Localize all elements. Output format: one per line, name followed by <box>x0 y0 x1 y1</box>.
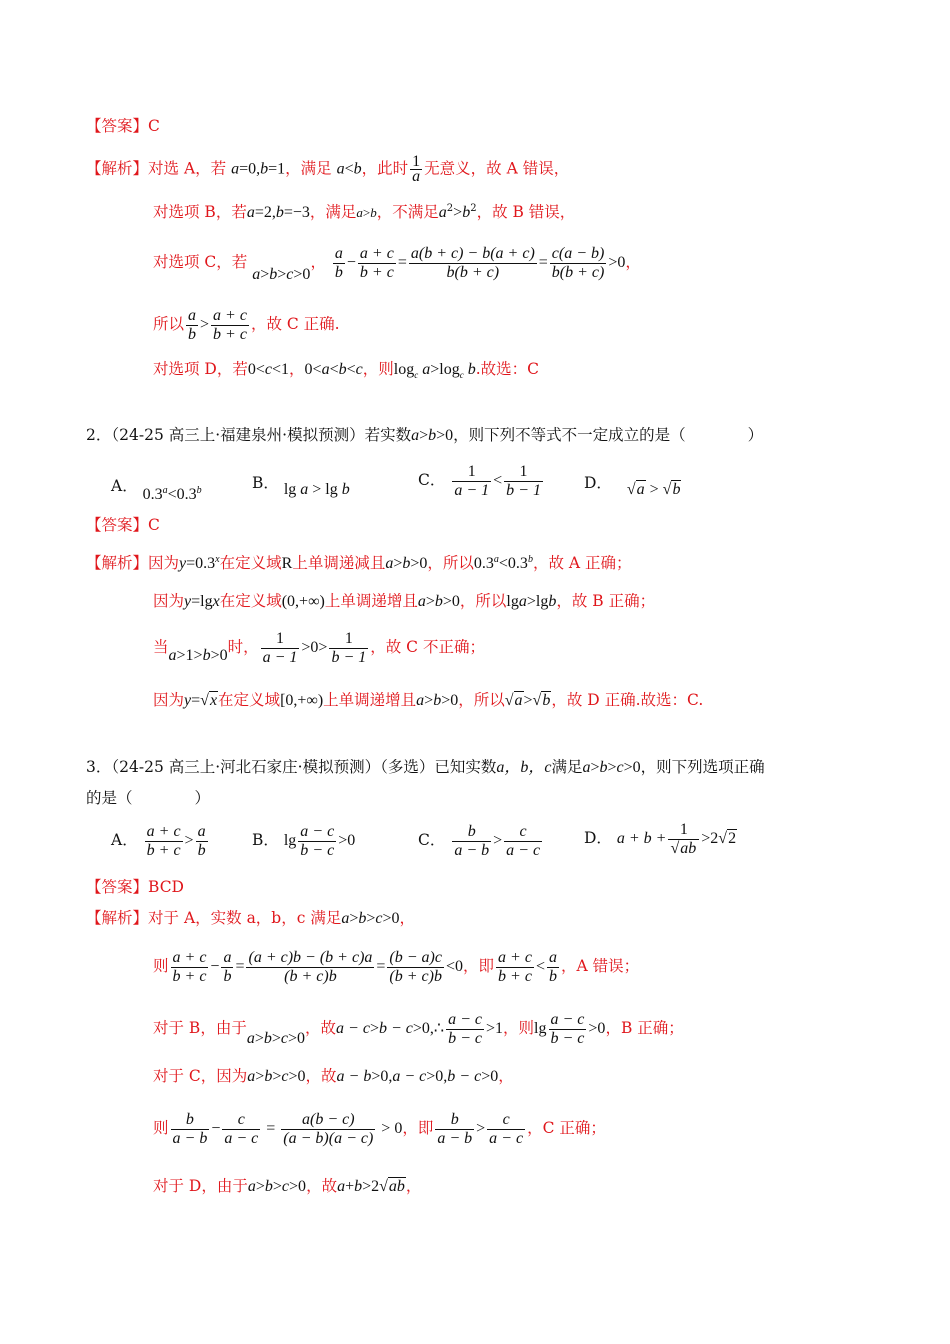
q3-analysis-c2: 则 $\frac{b}{a - b}$ − $\frac{c}{a - c}$ = $\frac{a(b - c)}{(a - b)(a - c)}$ > 0，即 $\frac{b}{a - b}$ > $\frac{c}{a - c}$ ，C 正确； <box>153 1110 606 1147</box>
q2-analysis-1: 【解析】因为$y=0.3^x$在定义域R上单调递减且a>b>0，所以0.3$^a$<0.3$^b$，故 A 正确； <box>86 554 632 573</box>
q1-analysis-conclude: 所以 $\frac{a}{b}$ > $\frac{a + c}{b + c}$ ，故 C 正确. <box>153 306 340 343</box>
q3-analysis-d: 对于 D，由于a>b>c>0，故a+b>2√ab， <box>153 1177 422 1195</box>
q2-analysis-4: 因为y=√x在定义域[0,+∞)上单调递增且a>b>0，所以√a>√b，故 D 正确.故选：C. <box>153 691 704 709</box>
q2-analysis-3: 当a>1>b>0时， $\frac{1}{a - 1}$ >0> $\frac{1}{b - 1}$ ，故 C 不正确； <box>153 629 485 666</box>
q3-stem: 3．（24-25 高三上·河北石家庄·模拟预测）（多选）已知实数a，b，c满足a>b>c>0，则下列选项正确 <box>86 758 765 776</box>
q3-option-a[interactable]: A． $\frac{a + c}{b + c}$ > $\frac{a}{b}$ <box>111 822 206 859</box>
q3-option-c[interactable]: C． $\frac{b}{a - b}$ > $\frac{c}{a - c}$ <box>418 822 541 859</box>
q3-analysis-a1: 【解析】对于 A，实数 a，b，c 满足a>b>c>0， <box>86 909 416 927</box>
q2-option-c[interactable]: C． $\frac{1}{a - 1}$ < $\frac{1}{b - 1}$ <box>418 462 541 499</box>
q2-option-a[interactable]: A． 0.3$^a$<0.3$^b$ <box>111 477 202 504</box>
analysis-tag: 【解析】 <box>86 159 149 178</box>
q2-analysis-2: 因为y=lgx在定义域(0,+∞)上单调递增且a>b>0，所以lga>lgb，故 B 正确； <box>153 592 656 610</box>
q3-analysis-c1: 对于 C，因为a>b>c>0，故a − b>0,a − c>0,b − c>0， <box>153 1067 514 1085</box>
q2-answer: 【答案】C <box>86 516 160 534</box>
q1-analysis-b: 对选项 B，若a=2,b=−3，满足a>b，不满足$a^2>b^2$，故 B 错误， <box>153 203 576 222</box>
q3-stem-line2: 的是（ ） <box>86 789 211 807</box>
q3-option-b[interactable]: B． lg $\frac{a - c}{b - c}$ >0 <box>252 822 356 859</box>
q1-answer <box>86 115 160 137</box>
q1-analysis-a: 【解析】对选 A，若 a=0,b=1，满足 a<b，此时 $\frac{1}{a}$ 无意义，故 A 错误， <box>86 153 570 185</box>
q3-analysis-b: 对于 B，由于a>b>c>0，故a − c>b − c>0,∴ $\frac{a - c}{b - c}$ >1，则lg $\frac{a - c}{b - c}$ >0，B 正确； <box>153 1010 684 1047</box>
q3-answer: 【答案】BCD <box>86 878 184 896</box>
answer-value: C <box>148 117 160 135</box>
q3-analysis-a2: 则 $\frac{a + c}{b + c}$ − $\frac{a}{b}$ = $\frac{(a + c)b - (b + c)a}{(b + c)b}$ = $\frac{(b - a)c}{(b + c)b}$ <0，即 $\frac{a + c}{b + c}$ < $\frac{a}{b}$ ，A 错误； <box>153 948 640 985</box>
q2-option-b[interactable]: B． lg a > lg b <box>252 474 350 498</box>
q3-option-d[interactable]: D． a + b + $\frac{1}{√ab}$ >2√2 <box>584 820 737 857</box>
q2-option-d[interactable]: D． √a > √b <box>584 474 681 498</box>
q2-stem: 2．（24-25 高三上·福建泉州·模拟预测）若实数a>b>0，则下列不等式不一定成立的是（ ） <box>86 426 764 444</box>
answer-tag: 【答案】 <box>86 117 149 135</box>
q1-analysis-c: 对选项 C，若 a>b>c>0， $\frac{a}{b}$ − $\frac{a + c}{b + c}$ = $\frac{a(b + c) - b(a + c)}{b(b + c)}$ = $\frac{c(a - b)}{b(b + c)}$ >0， <box>153 244 641 283</box>
q1-analysis-d: 对选项 D，若0<c<1，0<a<b<c，则$\log_c a>\log_c$ b.故选：C <box>153 360 539 381</box>
